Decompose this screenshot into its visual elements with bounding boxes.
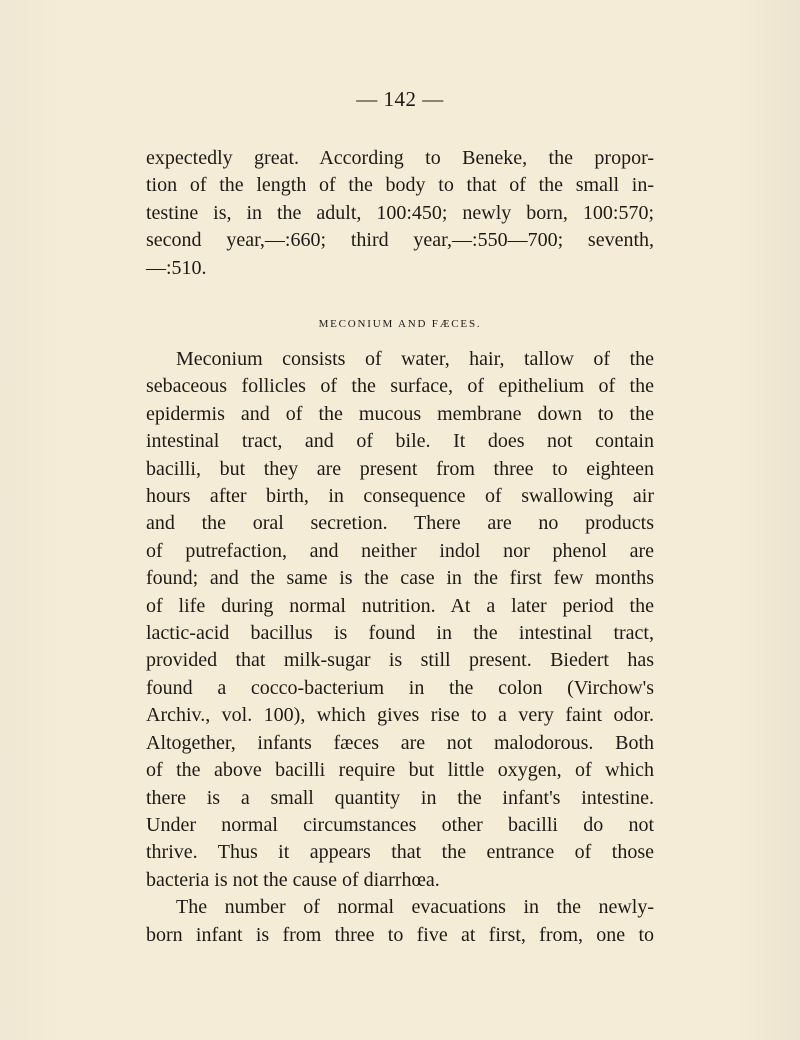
page-number: — 142 — [356,87,444,111]
text-line: —:510. [146,256,207,279]
text-line: expectedly great. According to Beneke, the propor- [146,147,654,169]
text-line: found a cocco-bacterium in the colon (Virchow's [146,676,654,699]
text-line: sebaceous follicles of the surface, of epithelium of the [146,375,654,398]
text-line: tion of the length of the body to that of the small in- [146,174,654,197]
text-line: of life during normal nutrition. At a later period the [146,594,654,617]
text-line: Archiv., vol. 100), which gives rise to a very faint odor. [146,704,654,727]
text-line: Meconium consists of water, hair, tallow of the [176,348,654,370]
text-line: lactic-acid bacillus is found in the intestinal tract, [146,622,654,645]
intro-paragraph [146,145,654,282]
section-heading: MECONIUM AND FÆCES. [318,318,482,330]
text-line: and the oral secretion. There are no products [146,512,654,535]
body-text [146,346,654,949]
text-line: of the above bacilli require but little oxygen, of which [146,759,654,782]
text-line: second year,—:660; third year,—:550—700; seventh, [146,229,654,252]
text-line: bacilli, but they are present from three to eighteen [146,457,654,480]
text-line: born infant is from three to five at first, from, one to [146,923,654,946]
text-line: epidermis and of the mucous membrane down to the [146,402,654,425]
text-line: intestinal tract, and of bile. It does not contain [146,430,654,453]
text-line: there is a small quantity in the infant's intestine. [146,786,654,809]
text-line: of putrefaction, and neither indol nor phenol are [146,539,654,562]
text-line: provided that milk-sugar is still present. Biedert has [146,649,654,672]
text-line: The number of normal evacuations in the newly- [176,896,654,919]
text-line: bacteria is not the cause of diarrhœa. [146,868,440,891]
text-line: Under normal circumstances other bacilli do not [146,813,654,836]
text-line: hours after birth, in consequence of swallowing air [146,485,654,508]
text-line: Altogether, infants fæces are not malodorous. Both [146,731,654,754]
text-line: found; and the same is the case in the first few months [146,567,654,590]
text-line: testine is, in the adult, 100:450; newly born, 100:570; [146,201,654,224]
text-line: thrive. Thus it appears that the entrance of those [146,841,654,864]
